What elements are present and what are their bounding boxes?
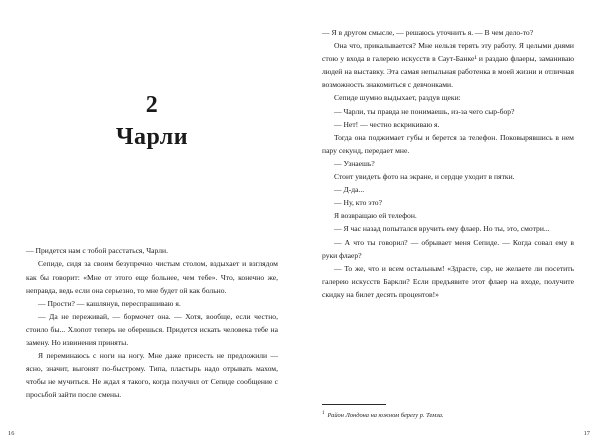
paragraph: Сепиде, сидя за своим безупречно чистым столом, вздыхает и взглядом как бы говорит: «Мне от этого еще больнее, чем тебе». Что, конечно же, неправда, ведь если она серьезно, то мне будет ой как больно. [26, 259, 278, 295]
footnote-rule [322, 404, 386, 405]
paragraph: — Да не переживай, — бормочет она. — Хотя, вообще, если честно, стоило бы... Хлопот теперь не оберешься. Придется искать человека тебе на замену. Но извинения приняты. [26, 311, 278, 348]
paragraph: Тогда она поджимает губы и берется за телефон. Поковырявшись в нем пару секунд, передает мне. [322, 132, 574, 155]
chapter-number: 2 [145, 92, 159, 118]
paragraph: — Я час назад попытался вручить ему флаер. Но ты, это, смотри... [334, 224, 550, 234]
page-number-right: 17 [583, 430, 590, 437]
paragraph: — Прости? — кашлянув, переспрашиваю я. [38, 298, 181, 308]
paragraph: — Придется нам с тобой расстаться, Чарли. [26, 246, 168, 256]
paragraph: — Узнаешь? [334, 158, 375, 168]
paragraph: Сепиде шумно выдыхает, раздув щеки: [334, 93, 461, 103]
chapter-heading [26, 92, 278, 152]
footnote-marker: 1 [322, 410, 325, 416]
paragraph: — Д-да... [334, 185, 365, 195]
page-right [300, 0, 600, 446]
footnote-line [322, 409, 574, 420]
paragraph: — Нет! — честно вскрикиваю я. [334, 119, 440, 129]
page-number-left: 16 [8, 430, 15, 437]
footnote-body: Район Лондона на южном берегу р. Темза. [327, 412, 444, 419]
paragraph: — Я в другом смысле, — решаюсь уточнить я. — В чем дело-то? [322, 28, 534, 37]
paragraph: — Ну, кто это? [334, 198, 382, 208]
paragraph: — А что ты говорил? — обрывает меня Сепиде. — Когда совал ему в руки флаер? [322, 237, 574, 260]
paragraph: — То же, что и всем остальным! «Здрасте, сэр, не желаете ли посетить галерею искусств Баркли? Если предъявите этот флаер на входе, получите скидку на билет десять процентов!» [322, 263, 574, 299]
paragraph: Я переминаюсь с ноги на ногу. Мне даже присесть не предложили — ясно, значит, выгонят по-быстрому. Типа, пластырь надо отрывать махом, чтобы не мучиться. Не ждал я такого, когда получил от Сепиде сообщение с просьбой зайти после смены. [26, 351, 278, 400]
chapter-title: Чарли [115, 124, 189, 151]
paragraph: Она что, прикалывается? Мне нельзя терять эту работу. Я целыми днями стою у входа в галерею искусств в Саут-Банке¹ и раздаю флаеры, заманиваю людей на выставку. Эта самая непыльная работенка в моей жизни и отличная возможность знакомиться с девчонками. [322, 41, 574, 90]
paragraph: — Чарли, ты правда не понимаешь, из-за чего сыр-бор? [334, 106, 515, 116]
paragraph: Стоит увидеть фото на экране, и сердце уходит в пятки. [334, 172, 515, 182]
footnote [322, 404, 574, 420]
paragraph: Я возвращаю ей телефон. [334, 211, 417, 221]
